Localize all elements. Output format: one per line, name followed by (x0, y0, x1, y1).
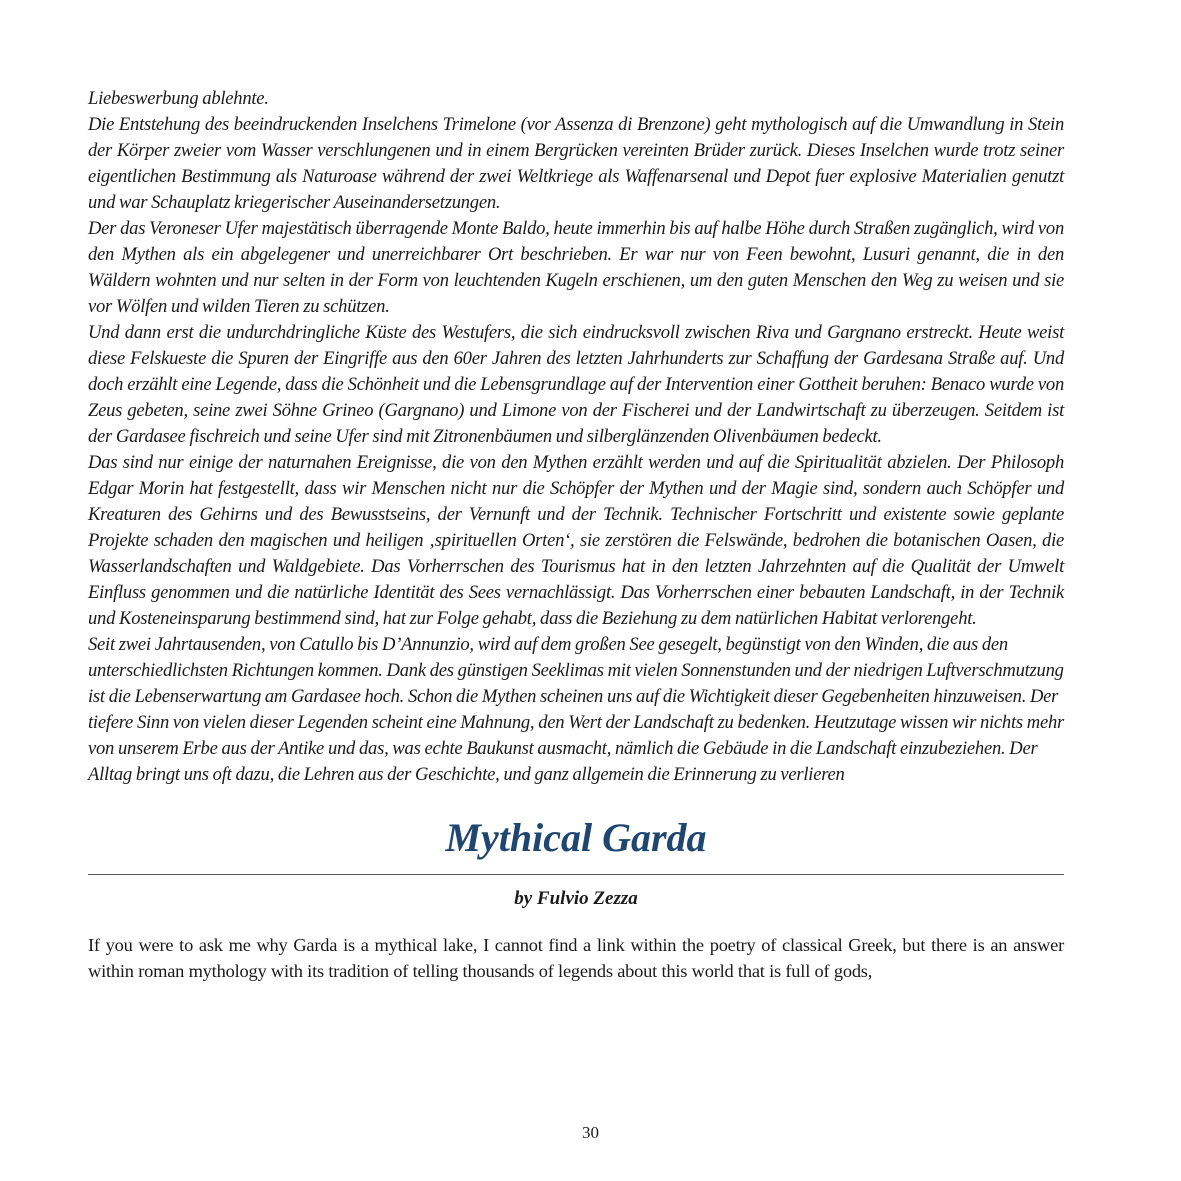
paragraph: Der das Veroneser Ufer majestätisch überragende Monte Baldo, heute immerhin bis auf halbe Höhe durch Straßen zugänglich, wird von den Mythen als ein abgelegener und unerreichbarer Ort beschrieben. Er war nur von Feen bewohnt, Lusuri genannt, die in den Wäldern wohnten und nur selten in der Form von leuchtenden Kugeln erschienen, um den guten Menschen den Weg zu weisen und sie vor Wölfen und wilden Tieren zu schützen. (88, 218, 1064, 317)
intro-paragraph: If you were to ask me why Garda is a mythical lake, I cannot find a link within the poetry of classical Greek, but there is an answer within roman mythology with its tradition of telling thousands of legends about this world that is full of gods, (88, 935, 1064, 981)
page-content (88, 86, 1064, 1002)
page-number: 30 (582, 1123, 599, 1142)
german-text-block (88, 86, 1064, 788)
paragraph: Und dann erst die undurchdringliche Küste des Westufers, die sich eindrucksvoll zwischen Riva und Gargnano erstreckt. Heute weist diese Felskueste die Spuren der Eingriffe aus den 60er Jahren des letzten Jahrhunderts zur Schaffung der Gardesana Straße auf. Und doch erzählt eine Legende, dass die Schönheit und die Lebensgrundlage auf der Intervention einer Gottheit beruhen: Benaco wurde von Zeus gebeten, seine zwei Söhne Grineo (Gargnano) und Limone von der Fischerei und der Landwirtschaft zu überzeugen. Seitdem ist der Gardasee fischreich und seine Ufer sind mit Zitronenbäumen und silberglänzenden Olivenbäumen bedeckt. (88, 322, 1064, 447)
paragraph: Liebeswerbung ablehnte. (88, 88, 269, 109)
paragraph: Das sind nur einige der naturnahen Ereignisse, die von den Mythen erzählt werden und auf die Spiritualität abzielen. Der Philosoph Edgar Morin hat festgestellt, dass wir Menschen nicht nur die Schöpfer der Mythen und der Magie sind, sondern auch Schöpfer und Kreaturen des Gehirns und des Bewusstseins, der Vernunft und der Technik. Technischer Fortschritt und existente sowie geplante Projekte schaden den magischen und heiligen ‚spirituellen Orten‘, sie zerstören die Felswände, bedrohen die botanischen Oasen, die Wasserlandschaften und Waldgebiete. Das Vorherrschen des Tourismus hat in den letzten Jahrzehnten auf die Qualität der Umwelt Einfluss genommen und die natürliche Identität des Sees vernachlässigt. Das Vorherrschen einer bebauten Landschaft, in der Technik und Kosteneinsparung bestimmend sind, hat zur Folge gehabt, dass die Beziehung zu dem natürlichen Habitat verlorengeht. (88, 452, 1064, 629)
section-title: Mythical Garda (445, 815, 707, 860)
title-divider (88, 874, 1064, 875)
section-header (88, 810, 1064, 866)
paragraph: Seit zwei Jahrtausenden, von Catullo bis D’Annunzio, wird auf dem großen See gesegelt, begünstigt von den Winden, die aus den unterschiedlichsten Richtungen kommen. Dank des günstigen Seeklimas mit vielen Sonnenstunden und der niedrigen Luftverschmutzung ist die Lebenserwartung am Gardasee hoch. Schon die Mythen scheinen uns auf die Wichtigkeit dieser Gegebenheiten hinzuweisen. Der tiefere Sinn von vielen dieser Legenden scheint eine Mahnung, den Wert der Landschaft zu bedenken. Heutzutage wissen wir nichts mehr von unserem Erbe aus der Antike und das, was echte Baukunst ausmacht, nämlich die Gebäude in die Landschaft einzubeziehen. Der Alltag bringt uns oft dazu, die Lehren aus der Geschichte, und ganz allgemein die Erinnerung zu verlieren (88, 634, 1064, 785)
author-byline: by Fulvio Zezza (514, 888, 638, 909)
paragraph: Die Entstehung des beeindruckenden Inselchens Trimelone (vor Assenza di Brenzone) geht mythologisch auf die Umwandlung in Stein der Körper zweier vom Wasser verschlungenen und in einem Bergrücken vereinten Brüder zurück. Dieses Inselchen wurde trotz seiner eigentlichen Bestimmung als Naturoase während der zwei Weltkriege als Waffenarsenal und Depot fuer explosive Materialien genutzt und war Schauplatz kriegerischer Auseinandersetzungen. (88, 114, 1064, 213)
